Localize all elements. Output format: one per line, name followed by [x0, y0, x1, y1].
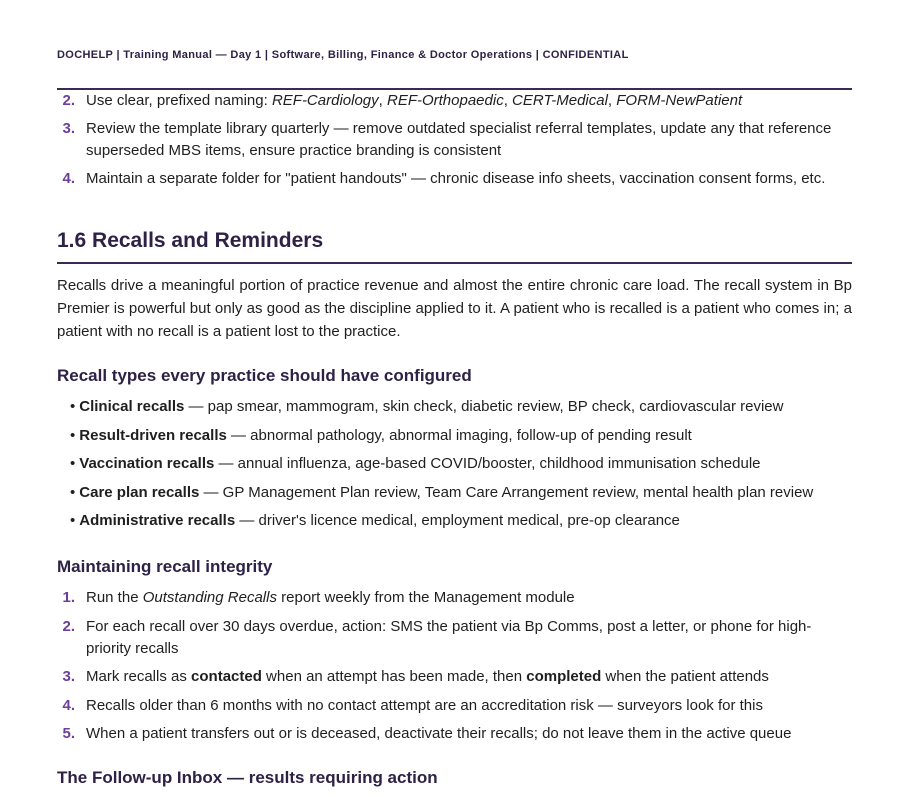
list-text: When a patient transfers out or is deceased, deactivate their recalls; do not leave them in the active queue [86, 725, 792, 743]
recall-type-desc: — pap smear, mammogram, skin check, diabetic review, BP check, cardiovascular review [184, 398, 784, 415]
recall-integrity-list [57, 587, 852, 752]
running-header: DOCHELP | Training Manual — Day 1 | Software, Billing, Finance & Doctor Operations | CONFIDENTIAL [57, 49, 629, 61]
list-item [57, 90, 852, 112]
recall-type-term: Administrative recalls [79, 512, 236, 530]
list-text: Recalls older than 6 months with no contact attempt are an accreditation risk — surveyors look for this [86, 696, 763, 714]
list-item [57, 587, 852, 609]
list-item [57, 666, 852, 688]
list-text: when an attempt has been made, then [261, 668, 527, 686]
followup-inbox-heading: The Follow-up Inbox — results requiring action [57, 768, 438, 787]
list-item [57, 695, 852, 717]
list-item [70, 396, 850, 418]
section-divider [57, 262, 852, 264]
bullet: • [70, 512, 76, 530]
list-number: 5. [62, 725, 75, 743]
recall-type-term: Care plan recalls [79, 483, 200, 501]
list-item [57, 616, 852, 660]
list-text: Run the [86, 589, 143, 606]
list-item [70, 510, 850, 532]
list-text: when the patient attends [601, 668, 769, 686]
bullet: • [70, 398, 76, 415]
recall-type-desc: — annual influenza, age-based COVID/booster, childhood immunisation schedule [214, 455, 761, 473]
list-text: Review the template library quarterly — remove outdated specialist referral templates, update any that reference superseded MBS items, ensure practice branding is consistent [86, 120, 832, 159]
list-text: For each recall over 30 days overdue, action: SMS the patient via Bp Comms, post a letter, or phone for high-priority recalls [86, 617, 812, 657]
example-name: FORM-NewPatient [616, 92, 743, 109]
recall-types-list [70, 396, 850, 539]
list-text: Maintain a separate folder for "patient handouts" — chronic disease info sheets, vaccination consent forms, etc. [86, 170, 826, 187]
bullet: • [70, 426, 76, 444]
list-item [70, 453, 850, 475]
list-number: 3. [62, 668, 75, 686]
separator: , [378, 92, 387, 109]
bullet: • [70, 483, 76, 501]
recall-type-term: Vaccination recalls [79, 455, 215, 473]
list-text: Use clear, prefixed naming: [86, 92, 272, 109]
list-item [70, 482, 850, 504]
recall-types-heading: Recall types every practice should have configured [57, 366, 472, 385]
list-text: report weekly from the Management module [276, 589, 575, 606]
section-title: 1.6 Recalls and Reminders [57, 229, 324, 252]
list-number: 4. [62, 170, 75, 187]
report-name: Outstanding Recalls [142, 589, 277, 606]
status-term: contacted [191, 668, 262, 686]
recall-type-term: Result-driven recalls [79, 426, 227, 444]
list-number: 4. [62, 696, 75, 714]
recall-type-desc: — GP Management Plan review, Team Care Arrangement review, mental health plan review [199, 483, 814, 501]
status-term: completed [526, 668, 602, 686]
example-name: REF-Cardiology [271, 92, 379, 109]
list-item [57, 168, 852, 190]
recall-type-desc: — abnormal pathology, abnormal imaging, follow-up of pending result [226, 426, 692, 444]
recall-type-desc: — driver's licence medical, employment medical, pre-op clearance [235, 512, 680, 530]
list-number: 3. [62, 120, 75, 137]
recall-integrity-heading: Maintaining recall integrity [57, 557, 273, 576]
list-item [57, 118, 852, 162]
section-intro: Recalls drive a meaningful portion of practice revenue and almost the entire chronic care load. The recall system in Bp Premier is powerful but only as good as the discipline applied to it. A patient who is recalled is a patient who comes in; a patient with no recall is a patient lost to the practice. [57, 277, 852, 340]
bullet: • [70, 455, 76, 473]
list-text: Mark recalls as [86, 668, 192, 686]
list-number: 2. [62, 617, 75, 635]
example-name: CERT-Medical [512, 92, 608, 109]
list-item [57, 723, 852, 745]
separator: , [503, 92, 513, 109]
list-item [70, 425, 850, 447]
list-number: 1. [62, 589, 75, 606]
recall-type-term: Clinical recalls [79, 398, 185, 415]
list-number: 2. [62, 92, 75, 109]
separator: , [607, 92, 617, 109]
template-naming-list [57, 90, 852, 196]
example-name: REF-Orthopaedic [386, 92, 504, 109]
